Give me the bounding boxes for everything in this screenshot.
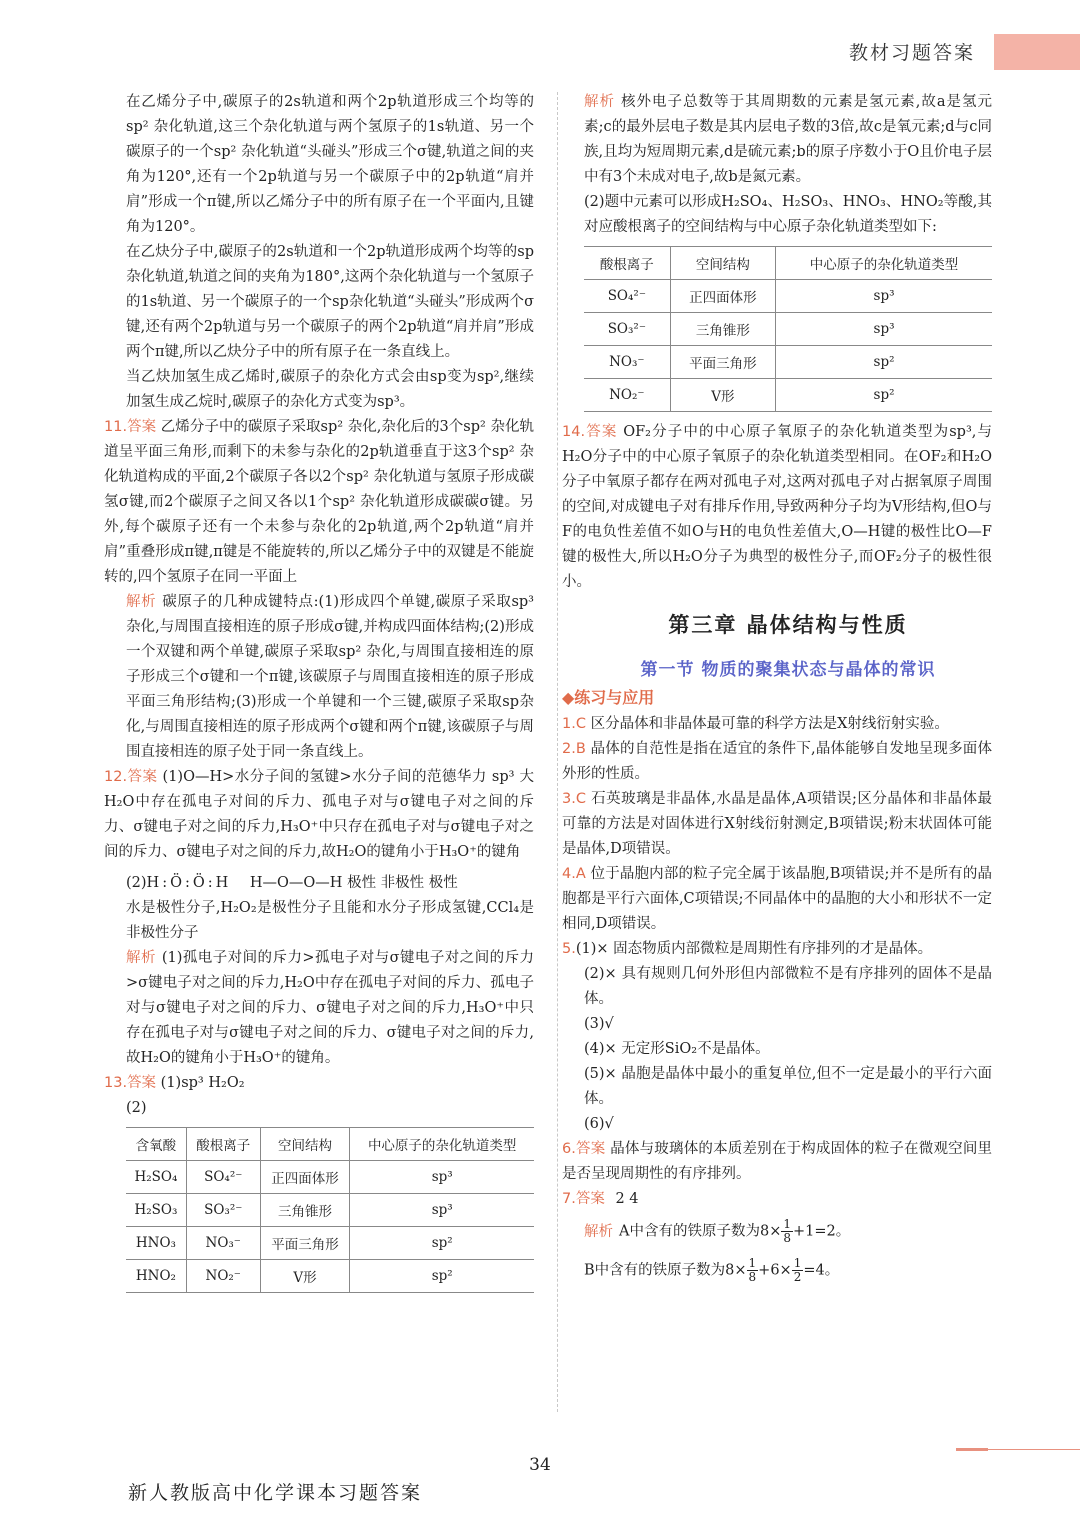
table-header: 含氧酸	[126, 1128, 186, 1161]
fraction	[792, 1257, 804, 1284]
table-row	[584, 379, 992, 412]
footer-accent-bar	[956, 1448, 988, 1451]
answer-label: 答案	[575, 1141, 606, 1157]
fraction-denominator: 8	[783, 1231, 791, 1245]
table-cell: SO₄²⁻	[584, 280, 670, 313]
table-row	[126, 1260, 534, 1293]
analysis-text: B中含有的铁原子数为8×	[584, 1262, 747, 1279]
fraction	[747, 1257, 759, 1284]
table-cell: sp²	[350, 1260, 534, 1293]
table-cell: NO₃⁻	[584, 346, 670, 379]
question-13	[104, 1071, 534, 1096]
question-number: 5.	[562, 941, 576, 957]
paragraph: 当乙炔加氢生成乙烯时,碳原子的杂化方式会由sp变为sp²,继续加氢生成乙烷时,碳原子的杂化方式变为sp³。	[126, 369, 534, 410]
answer-5	[562, 937, 992, 962]
question-number: 2.B	[562, 741, 586, 757]
table-cell: 三角锥形	[260, 1194, 350, 1227]
footer-title: 新人教版高中化学课本习题答案	[128, 1482, 423, 1504]
table-cell: HNO₂	[126, 1260, 186, 1293]
table-header-row	[126, 1128, 534, 1161]
analysis-text: (2)题中元素可以形成H₂SO₄、H₂SO₃、HNO₃、HNO₂等酸,其对应酸根离子的空间结构与中心原子杂化轨道类型如下:	[584, 194, 992, 235]
table-header: 酸根离子	[584, 247, 670, 280]
analysis-text: 核外电子总数等于其周期数的元素是氢元素,故a是氢元素;c的最外层电子数是其内层电子数的3倍,故c是氧元素;d与c同族,且均为短周期元素,d是硫元素;b的原子序数小于O且价电子层中有3个未成对电子,故b是氮元素。	[584, 94, 992, 185]
table-cell: SO₃²⁻	[584, 313, 670, 346]
table-row	[126, 1194, 534, 1227]
table-cell: 平面三角形	[260, 1227, 350, 1260]
question-11	[104, 415, 534, 590]
answer-text: 2 4	[615, 1191, 639, 1207]
table-cell: NO₂⁻	[186, 1260, 260, 1293]
analysis-label: 解析	[584, 1223, 613, 1240]
analysis-label: 解析	[584, 94, 616, 110]
chapter-title: 第三章 晶体结构与性质	[668, 613, 908, 637]
table-cell: SO₄²⁻	[186, 1161, 260, 1194]
answer-text: (1)× 固态物质内部微粒是周期性有序排列的才是晶体。	[575, 941, 933, 957]
table-cell: sp³	[776, 313, 992, 346]
table-cell: sp²	[776, 379, 992, 412]
table-row	[126, 1227, 534, 1260]
answer-text: H—O—O—H 极性 非极性 极性	[249, 875, 458, 891]
analysis-13	[584, 90, 992, 190]
acid-table	[126, 1127, 534, 1293]
analysis-text: =4。	[803, 1262, 840, 1279]
fraction-numerator: 1	[793, 1256, 802, 1270]
answer-label: 答案	[575, 1191, 605, 1207]
fraction-denominator: 2	[793, 1270, 802, 1284]
analysis-text: A中含有的铁原子数为8×	[619, 1223, 782, 1240]
answer-label: 答案	[127, 769, 158, 785]
table-header: 中心原子的杂化轨道类型	[776, 247, 992, 280]
answer-text: OF₂分子中的中心原子氧原子的杂化轨道类型为sp³,与H₂O分子中的中心原子氧原子的杂化轨道类型相同。在OF₂和H₂O分子中氧原子都存在两对孤电子对,这两对孤电子对占据氧原子周围的空间,对成键电子对有排斥作用,导致两种分子均为V形结构,但O与F的电负性差值不如O与H的电负性差值大,O—H键的极性比O—F键的极性大,所以H₂O分子为典型的极性分子,而OF₂分子的极性很小。	[562, 424, 993, 590]
question-number: 12.	[104, 769, 128, 785]
table-cell: NO₃⁻	[186, 1227, 260, 1260]
table-cell: 三角锥形	[670, 313, 775, 346]
acid-radical-table	[584, 246, 992, 412]
question-number: 13.	[104, 1075, 128, 1091]
table-cell: 正四面体形	[670, 280, 775, 313]
answer-2	[562, 737, 992, 787]
fraction-denominator: 8	[748, 1270, 757, 1284]
table-row	[584, 313, 992, 346]
answer-label: 答案	[127, 419, 157, 435]
table-header-row	[584, 247, 992, 280]
question-number: 11.	[104, 419, 128, 435]
table-cell: sp²	[776, 346, 992, 379]
question-number: 7.	[562, 1191, 576, 1207]
header-title: 教材习题答案	[848, 42, 975, 64]
answer-3	[562, 787, 992, 862]
fraction	[781, 1218, 793, 1245]
answer-6	[562, 1137, 992, 1187]
question-12	[104, 765, 534, 865]
answer-text: (4)× 无定形SiO₂不是晶体。	[584, 1041, 770, 1057]
answer-text: (6)√	[584, 1116, 614, 1132]
analysis-label: 解析	[126, 594, 157, 610]
fraction-numerator: 1	[748, 1256, 757, 1270]
answer-text: (1)O—H>水分子间的氢键>水分子间的范德华力 sp³ 大 H₂O中存在孤电子对间的斥力、孤电子对与σ键电子对之间的斥力、σ键电子对之间的斥力,H₃O⁺中只存在孤电子对与σ键电子对之间的斥力、σ键电子对之间的斥力,故H₂O的键角小于H₃O⁺的键角	[104, 769, 535, 860]
question-number: 3.C	[562, 791, 586, 807]
right-column	[562, 90, 993, 1284]
question-number: 4.A	[562, 866, 586, 882]
answer-text: (2)× 具有规则几何外形但内部微粒不是有序排列的固体不是晶体。	[584, 966, 992, 1007]
table-cell: sp²	[350, 1227, 534, 1260]
table-header: 空间结构	[260, 1128, 350, 1161]
answer-text: (2)	[126, 1100, 147, 1116]
table-cell: V形	[260, 1260, 350, 1293]
table-cell: sp³	[350, 1161, 534, 1194]
answer-text: 区分晶体和非晶体最可靠的科学方法是X射线衍射实验。	[590, 716, 949, 732]
paragraph: 在乙烯分子中,碳原子的2s轨道和两个2p轨道形成三个均等的sp² 杂化轨道,这三个杂化轨道与两个氢原子的1s轨道、另一个碳原子的一个sp² 杂化轨道“头碰头”形成三个σ键,轨道之间的夹角为120°,还有一个2p轨道与另一个碳原子中的2p轨道“肩并肩”形成一个π键,所以乙烯分子中的所有原子在一个平面内,且键角为120°。	[126, 94, 534, 235]
analysis-12	[126, 946, 534, 1071]
section-title: 第一节 物质的聚集状态与晶体的常识	[640, 660, 936, 680]
analysis-7b	[584, 1257, 992, 1284]
answer-text: 石英玻璃是非晶体,水晶是晶体,A项错误;区分晶体和非晶体最可靠的方法是对固体进行X射线衍射测定,B项错误;粉末状固体可能是晶体,D项错误。	[562, 791, 992, 857]
table-row	[584, 346, 992, 379]
analysis-11	[126, 590, 534, 765]
table-cell: H₂SO₃	[126, 1194, 186, 1227]
table-cell: V形	[670, 379, 775, 412]
table-header: 酸根离子	[186, 1128, 260, 1161]
answer-text: 晶体与玻璃体的本质差别在于构成固体的粒子在微观空间里是否呈现周期性的有序排列。	[562, 1141, 993, 1182]
question-number: 1.C	[562, 716, 586, 732]
analysis-label: 解析	[126, 950, 156, 966]
table-cell: NO₂⁻	[584, 379, 670, 412]
header-accent-block	[994, 34, 1080, 70]
table-cell: HNO₃	[126, 1227, 186, 1260]
table-cell: sp³	[776, 280, 992, 313]
answer-label: 答案	[585, 424, 618, 440]
analysis-7	[584, 1218, 992, 1245]
table-row	[126, 1161, 534, 1194]
part-label: (2)	[126, 875, 147, 891]
answer-text: 水是极性分子,H₂O₂是极性分子且能和水分子形成氢键,CCl₄是非极性分子	[126, 900, 534, 941]
table-header: 空间结构	[670, 247, 775, 280]
table-cell: H₂SO₄	[126, 1161, 186, 1194]
answer-text: 乙烯分子中的碳原子采取sp² 杂化,杂化后的3个sp² 杂化轨道呈平面三角形,而剩下的未参与杂化的2p轨道垂直于这3个sp² 杂化轨道构成的平面,2个碳原子各以2个sp² 杂化轨道与氢原子形成碳氢σ键,而2个碳原子之间又各以1个sp² 杂化轨道形成碳碳σ键。另外,每个碳原子还有一个未参与杂化的2p轨道,两个2p轨道“肩并肩”重叠形成π键,π键是不能旋转的,所以乙烯分子中的双键是不能旋转的,四个氢原子在同一平面上	[104, 419, 535, 585]
footer-accent-line	[988, 1449, 1080, 1450]
question-number: 6.	[562, 1141, 576, 1157]
answer-text: (3)√	[584, 1016, 614, 1032]
subsection-title: ◆练习与应用	[562, 688, 655, 707]
question-14	[562, 420, 992, 595]
analysis-text: +6×	[758, 1262, 792, 1279]
table-cell: SO₃²⁻	[186, 1194, 260, 1227]
answer-text: 位于晶胞内部的粒子完全属于该晶胞,B项错误;并不是所有的晶胞都是平行六面体,C项错误;不同晶体中的晶胞的大小和形状不一定相同,D项错误。	[562, 866, 993, 932]
table-cell: sp³	[350, 1194, 534, 1227]
answer-4	[562, 862, 992, 937]
analysis-text: +1=2。	[793, 1223, 851, 1240]
question-number: 14.	[562, 424, 586, 440]
column-divider	[557, 92, 558, 1412]
answer-1	[562, 712, 992, 737]
table-cell: 平面三角形	[670, 346, 775, 379]
answer-text: (5)× 晶胞是晶体中最小的重复单位,但不一定是最小的平行六面体。	[584, 1066, 992, 1107]
page-number: 34	[529, 1455, 551, 1475]
answer-7	[562, 1187, 992, 1212]
answer-text: (1)sp³ H₂O₂	[160, 1075, 245, 1091]
left-column	[104, 90, 535, 1301]
table-cell: 正四面体形	[260, 1161, 350, 1194]
lewis-structure: H:Ö:Ö:H	[146, 875, 232, 891]
analysis-text: (1)孤电子对间的斥力>孤电子对与σ键电子对之间的斥力>σ键电子对之间的斥力,H₂O中存在孤电子对间的斥力、孤电子对与σ键电子对之间的斥力、σ键电子对之间的斥力,H₃O⁺中只存在孤电子对与σ键电子对之间的斥力、σ键电子对之间的斥力,故H₂O的键角小于H₃O⁺的键角。	[126, 950, 535, 1066]
table-row	[584, 280, 992, 313]
answer-12-part2	[126, 871, 534, 896]
table-header: 中心原子的杂化轨道类型	[350, 1128, 534, 1161]
answer-text: 晶体的自范性是指在适宜的条件下,晶体能够自发地呈现多面体外形的性质。	[562, 741, 993, 782]
paragraph: 在乙炔分子中,碳原子的2s轨道和一个2p轨道形成两个均等的sp杂化轨道,轨道之间的夹角为180°,这两个杂化轨道与一个氢原子的1s轨道、另一个碳原子的一个sp杂化轨道“头碰头”形成两个σ键,还有两个2p轨道与另一个碳原子的两个2p轨道“肩并肩”形成两个π键,所以乙炔分子中的所有原子在一条直线上。	[126, 244, 534, 360]
answer-label: 答案	[127, 1075, 157, 1091]
analysis-text: 碳原子的几种成键特点:(1)形成四个单键,碳原子采取sp³ 杂化,与周围直接相连的原子形成σ键,并构成四面体结构;(2)形成一个双键和两个单键,碳原子采取sp² 杂化,与周围直接相连的原子形成三个σ键和一个π键,该碳原子与周围直接相连的原子形成平面三角形结构;(3)形成一个单键和一个三键,碳原子采取sp杂化,与周围直接相连的原子形成两个σ键和两个π键,该碳原子与周围直接相连的原子处于同一条直线上。	[126, 594, 534, 760]
fraction-numerator: 1	[783, 1217, 791, 1231]
